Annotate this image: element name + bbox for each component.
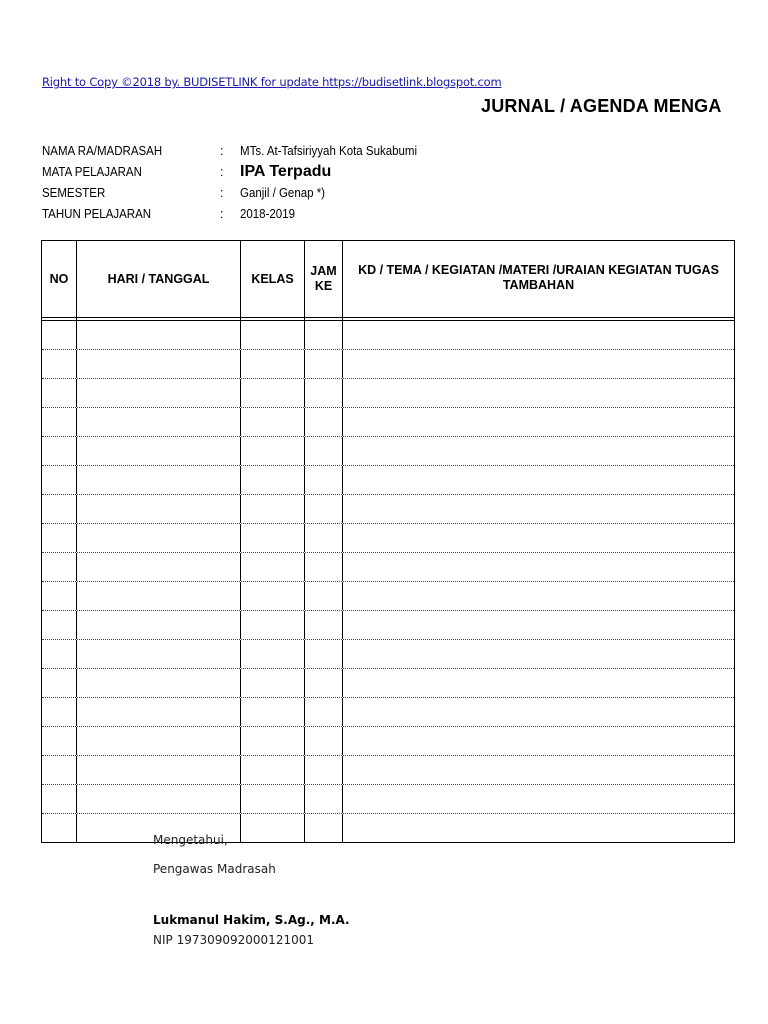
table-row — [42, 669, 734, 698]
cell-kelas[interactable] — [241, 640, 305, 668]
cell-no[interactable] — [42, 495, 77, 523]
cell-kd-tema[interactable] — [343, 640, 734, 668]
meta-row-semester — [42, 182, 432, 203]
supervisor-name: Lukmanul Hakim, S.Ag., M.A. — [153, 913, 350, 927]
cell-kd-tema[interactable] — [343, 524, 734, 552]
cell-kd-tema[interactable] — [343, 785, 734, 813]
table-row — [42, 408, 734, 437]
cell-hari-tanggal[interactable] — [77, 379, 241, 407]
table-row — [42, 321, 734, 350]
cell-hari-tanggal[interactable] — [77, 756, 241, 784]
cell-kelas[interactable] — [241, 727, 305, 755]
cell-jam-ke[interactable] — [305, 350, 343, 378]
cell-hari-tanggal[interactable] — [77, 640, 241, 668]
cell-kelas[interactable] — [241, 466, 305, 494]
cell-kelas[interactable] — [241, 495, 305, 523]
cell-kd-tema[interactable] — [343, 669, 734, 697]
cell-kd-tema[interactable] — [343, 727, 734, 755]
cell-hari-tanggal[interactable] — [77, 669, 241, 697]
cell-jam-ke[interactable] — [305, 669, 343, 697]
journal-table — [41, 240, 735, 843]
cell-kd-tema[interactable] — [343, 437, 734, 465]
cell-jam-ke[interactable] — [305, 582, 343, 610]
page-title: JURNAL / AGENDA MENGA — [481, 96, 722, 116]
cell-no[interactable] — [42, 698, 77, 726]
cell-hari-tanggal[interactable] — [77, 553, 241, 581]
header-jam-ke: JAM KE — [305, 241, 343, 317]
table-row — [42, 727, 734, 756]
table-row — [42, 814, 734, 842]
cell-kelas[interactable] — [241, 408, 305, 436]
cell-hari-tanggal[interactable] — [77, 611, 241, 639]
cell-hari-tanggal[interactable] — [77, 321, 241, 349]
cell-jam-ke[interactable] — [305, 698, 343, 726]
journal-body — [42, 321, 734, 842]
cell-kelas[interactable] — [241, 321, 305, 349]
table-row — [42, 350, 734, 379]
cell-kelas[interactable] — [241, 524, 305, 552]
table-row — [42, 495, 734, 524]
cell-no[interactable] — [42, 727, 77, 755]
cell-hari-tanggal[interactable] — [77, 698, 241, 726]
cell-no[interactable] — [42, 466, 77, 494]
cell-kelas[interactable] — [241, 350, 305, 378]
meta-colon: : — [220, 206, 224, 221]
cell-hari-tanggal[interactable] — [77, 524, 241, 552]
cell-kelas[interactable] — [241, 379, 305, 407]
cell-jam-ke[interactable] — [305, 321, 343, 349]
journal-header-row — [42, 241, 734, 318]
meta-value: MTs. At-Tafsiriyyah Kota Sukabumi — [240, 143, 418, 158]
table-row — [42, 524, 734, 553]
cell-no[interactable] — [42, 785, 77, 813]
header-kelas: KELAS — [241, 241, 305, 317]
cell-no[interactable] — [42, 553, 77, 581]
cell-kd-tema[interactable] — [343, 553, 734, 581]
meta-label: NAMA RA/MADRASAH — [42, 143, 163, 158]
table-row — [42, 582, 734, 611]
cell-jam-ke[interactable] — [305, 553, 343, 581]
cell-hari-tanggal[interactable] — [77, 495, 241, 523]
table-row — [42, 553, 734, 582]
cell-jam-ke[interactable] — [305, 756, 343, 784]
cell-hari-tanggal[interactable] — [77, 408, 241, 436]
table-row — [42, 756, 734, 785]
cell-jam-ke[interactable] — [305, 495, 343, 523]
cell-jam-ke[interactable] — [305, 727, 343, 755]
cell-kd-tema[interactable] — [343, 582, 734, 610]
cell-no[interactable] — [42, 437, 77, 465]
table-row — [42, 698, 734, 727]
cell-no[interactable] — [42, 640, 77, 668]
cell-kd-tema[interactable] — [343, 321, 734, 349]
cell-kelas[interactable] — [241, 814, 305, 842]
cell-kd-tema[interactable] — [343, 611, 734, 639]
cell-jam-ke[interactable] — [305, 814, 343, 842]
cell-jam-ke[interactable] — [305, 437, 343, 465]
cell-jam-ke[interactable] — [305, 785, 343, 813]
cell-no[interactable] — [42, 350, 77, 378]
metadata-block — [42, 140, 432, 224]
cell-no[interactable] — [42, 582, 77, 610]
cell-jam-ke[interactable] — [305, 408, 343, 436]
meta-colon: : — [220, 143, 224, 158]
copyright-link[interactable]: Right to Copy ©2018 by. BUDISETLINK for update https://budisetlink.blogspot.com — [42, 75, 502, 89]
header-kd-tema: KD / TEMA / KEGIATAN /MATERI /URAIAN KEGIATAN TUGAS TAMBAHAN — [358, 263, 719, 292]
meta-row-subject — [42, 161, 432, 182]
cell-kelas[interactable] — [241, 756, 305, 784]
table-row — [42, 437, 734, 466]
cell-kelas[interactable] — [241, 553, 305, 581]
cell-kd-tema[interactable] — [343, 466, 734, 494]
cell-hari-tanggal[interactable] — [77, 785, 241, 813]
meta-label: TAHUN PELAJARAN — [42, 206, 152, 221]
cell-no[interactable] — [42, 524, 77, 552]
cell-kd-tema[interactable] — [343, 350, 734, 378]
cell-kelas[interactable] — [241, 785, 305, 813]
meta-row-year — [42, 203, 432, 224]
cell-kelas[interactable] — [241, 698, 305, 726]
table-row — [42, 379, 734, 408]
cell-kd-tema[interactable] — [343, 698, 734, 726]
meta-value: Ganjil / Genap *) — [240, 185, 326, 200]
meta-row-madrasah — [42, 140, 432, 161]
cell-kd-tema[interactable] — [343, 379, 734, 407]
cell-no[interactable] — [42, 669, 77, 697]
cell-hari-tanggal[interactable] — [77, 350, 241, 378]
cell-kelas[interactable] — [241, 437, 305, 465]
cell-jam-ke[interactable] — [305, 466, 343, 494]
cell-kd-tema[interactable] — [343, 814, 734, 842]
table-row — [42, 611, 734, 640]
cell-hari-tanggal[interactable] — [77, 727, 241, 755]
cell-no[interactable] — [42, 408, 77, 436]
meta-value: IPA Terpadu — [240, 162, 332, 180]
cell-kelas[interactable] — [241, 582, 305, 610]
cell-kd-tema[interactable] — [343, 408, 734, 436]
cell-no[interactable] — [42, 756, 77, 784]
header-hari-tanggal: HARI / TANGGAL — [77, 241, 241, 317]
cell-jam-ke[interactable] — [305, 379, 343, 407]
cell-kd-tema[interactable] — [343, 756, 734, 784]
meta-colon: : — [220, 185, 224, 200]
supervisor-role: Pengawas Madrasah — [153, 862, 276, 876]
cell-no[interactable] — [42, 321, 77, 349]
cell-no[interactable] — [42, 611, 77, 639]
cell-no[interactable] — [42, 379, 77, 407]
cell-hari-tanggal[interactable] — [77, 466, 241, 494]
table-row — [42, 640, 734, 669]
acknowledge-label: Mengetahui, — [153, 833, 228, 847]
cell-hari-tanggal[interactable] — [77, 582, 241, 610]
cell-kelas[interactable] — [241, 669, 305, 697]
cell-no[interactable] — [42, 814, 77, 842]
meta-label: SEMESTER — [42, 185, 106, 200]
cell-jam-ke[interactable] — [305, 611, 343, 639]
cell-kelas[interactable] — [241, 611, 305, 639]
table-row — [42, 466, 734, 495]
meta-value: 2018-2019 — [240, 206, 295, 221]
cell-jam-ke[interactable] — [305, 524, 343, 552]
meta-label: MATA PELAJARAN — [42, 164, 142, 179]
header-no: NO — [42, 241, 77, 317]
table-row — [42, 785, 734, 814]
meta-colon: : — [220, 164, 224, 179]
cell-hari-tanggal[interactable] — [77, 437, 241, 465]
supervisor-nip: NIP 197309092000121001 — [153, 933, 314, 947]
cell-kd-tema[interactable] — [343, 495, 734, 523]
cell-jam-ke[interactable] — [305, 640, 343, 668]
